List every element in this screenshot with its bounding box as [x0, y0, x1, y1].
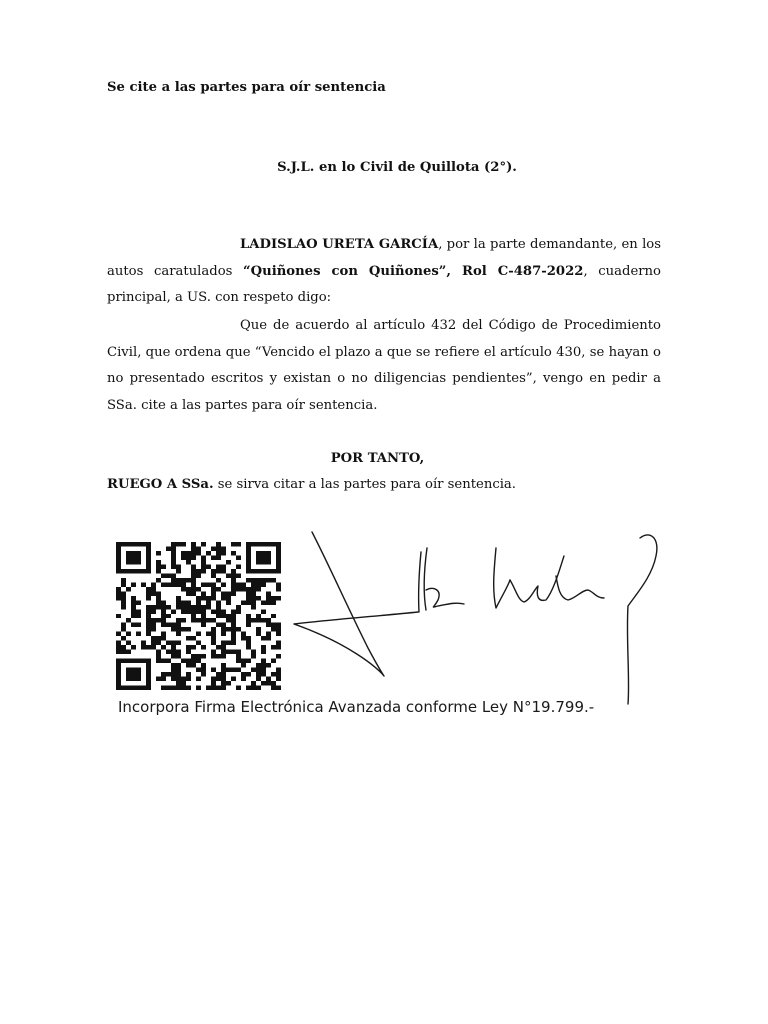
party-name: LADISLAO URETA GARCÍA — [240, 237, 439, 252]
ruego-line — [107, 476, 516, 494]
case-title: “Quiñones con Quiñones”, Rol C-487-2022 — [243, 263, 584, 279]
request-paragraph — [107, 313, 661, 420]
paragraph-text: , cuaderno principal, a US. con respeto digo: — [107, 263, 661, 306]
electronic-signature-note: Incorpora Firma Electrónica Avanzada conforme Ley N°19.799.- — [118, 698, 595, 716]
paragraph-text: , por la parte demandante, en los autos caratulados — [107, 237, 661, 279]
court-heading: S.J.L. en lo Civil de Quillota (2°). — [277, 160, 517, 175]
por-tanto-heading: POR TANTO, — [330, 451, 425, 466]
ruego-text: se sirva citar a las partes para oír sentencia. — [213, 477, 516, 492]
opening-paragraph — [107, 232, 661, 312]
qr-code-icon — [116, 542, 281, 690]
summary-line: Se cite a las partes para oír sentencia — [107, 80, 386, 95]
paragraph-text: Que de acuerdo al artículo 432 del Código de Procedimiento Civil, que ordena que “Vencido el plazo a que se refiere el artículo 430, se hayan o no presentado escritos y existan o no diligencias pendientes”, vengo en pedir a SSa. cite a las partes para oír sentencia. — [107, 318, 661, 414]
ruego-label: RUEGO A SSa. — [107, 477, 214, 492]
